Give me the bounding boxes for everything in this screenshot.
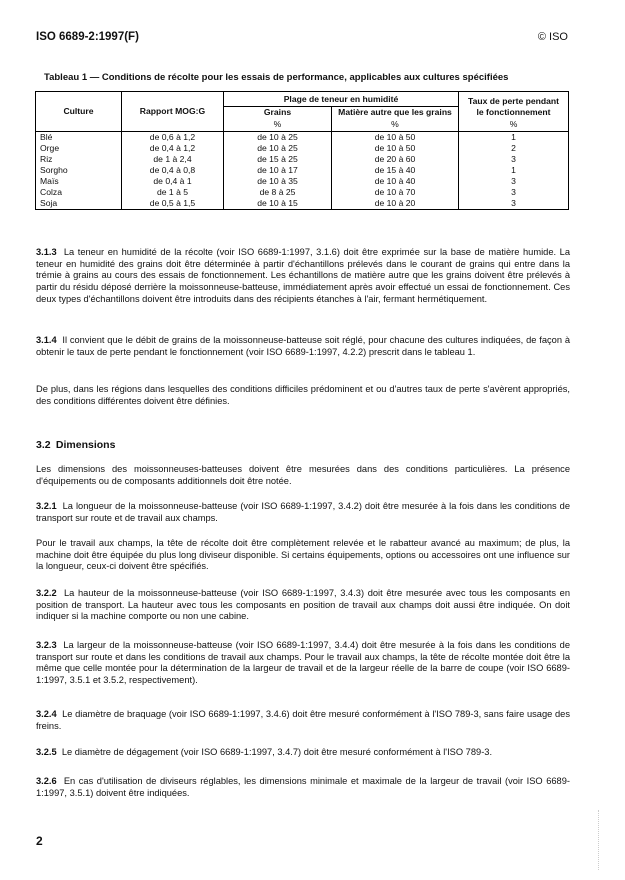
clause-number: 3.1.3: [36, 247, 57, 257]
section-title: Dimensions: [55, 439, 116, 451]
col-header-other-matter: Matière autre que les grains: [332, 107, 459, 119]
paragraph-3-1-4: [36, 335, 570, 358]
cell-loss: 2: [459, 143, 569, 154]
cell-grains: de 10 à 15: [224, 198, 332, 210]
copyright-mark: © ISO: [537, 31, 568, 43]
paragraph-3-2-2: [36, 588, 570, 623]
cell-ratio: de 0,4 à 1: [122, 176, 224, 187]
paragraph-text: La largeur de la moissonneuse-batteuse (voir ISO 6689-1:1997, 3.4.4) doit être mesurée à la fois dans les conditions de transport sur route et dans les conditions de travail aux champs. Pour le travail aux champs, la tête de récolte montée doit être la même que celle montée pour la détermination de la largeur de travail et de la largeur réelle de la barre de coupe (voir ISO 6689-1:1997, 3.5.1 et 3.5.2, respectivement).: [36, 640, 570, 686]
cell-other: de 10 à 50: [332, 132, 459, 144]
cell-culture: Maïs: [36, 176, 122, 187]
paragraph-text: Les dimensions des moissonneuses-batteuses doivent être mesurées dans des conditions particulières. La présence d'équipements ou de composants additionnels doit être notée.: [36, 464, 570, 486]
cell-grains: de 10 à 35: [224, 176, 332, 187]
cell-other: de 10 à 40: [332, 176, 459, 187]
paragraph-3-2-3: [36, 640, 570, 687]
cell-ratio: de 0,4 à 1,2: [122, 143, 224, 154]
clause-number: 3.1.4: [36, 335, 57, 345]
paragraph-text: En cas d'utilisation de diviseurs réglables, les dimensions minimale et maximale de la largeur de travail (voir ISO 6689-1:1997, 3.5.1) doivent être indiquées.: [36, 776, 570, 798]
table-row: [36, 176, 569, 187]
clause-number: 3.2.6: [36, 776, 57, 786]
paragraph-text: Le diamètre de braquage (voir ISO 6689-1:1997, 3.4.6) doit être mesuré conformément à l'ISO 789-3, sans faire usage des freins.: [36, 709, 570, 731]
section-heading-3-2: [36, 439, 115, 451]
col-header-grains: Grains: [224, 107, 332, 119]
cell-loss: 3: [459, 198, 569, 210]
cell-grains: de 8 à 25: [224, 187, 332, 198]
table-title: Tableau 1 — Conditions de récolte pour les essais de performance, applicables aux cultures spécifiées: [44, 72, 509, 83]
paragraph-text: De plus, dans les régions dans lesquelles des conditions difficiles prédominent et ou d'autres taux de perte s'avèrent appropriés, des conditions différentes doivent être définies.: [36, 384, 570, 406]
cell-culture: Soja: [36, 198, 122, 210]
cell-other: de 10 à 50: [332, 143, 459, 154]
unit-other: %: [332, 119, 459, 132]
paragraph-3-2-6: [36, 776, 570, 799]
col-header-loss-rate-line1: Taux de perte pendant: [459, 92, 569, 107]
table-row: [36, 154, 569, 165]
cell-culture: Orge: [36, 143, 122, 154]
paragraph-text: La teneur en humidité de la récolte (voir ISO 6689-1:1997, 3.1.6) doit être exprimée sur la base de matière humide. La teneur en humidité des grains doit être déterminée à partir d'échantillons prélevés dans le courant de grains qui entre dans la trémie à grains au cours des essais de fonctionnement. Les échantillons de matière autre que les grains doivent être prélevés à partir du résidu déposé derrière la moissonneuse-batteuse, immédiatement après avoir effectué un essai de fonctionnement. Ces deux types d'échantillons doivent être introduits dans des récipients étanches à l'air, fermant hermétiquement.: [36, 247, 570, 304]
cell-grains: de 10 à 25: [224, 132, 332, 144]
cell-culture: Colza: [36, 187, 122, 198]
paragraph-text: Pour le travail aux champs, la tête de récolte doit être complètement relevée et le rabatteur avancé au maximum; de plus, la machine doit être équipée du plus long diviseur disponible. Si certains équipements, options ou accessoires ont une influence sur la longueur, ceux-ci doivent être spécifiés.: [36, 538, 570, 572]
cell-loss: 3: [459, 187, 569, 198]
table-row: [36, 198, 569, 210]
cell-grains: de 10 à 25: [224, 143, 332, 154]
cell-loss: 1: [459, 165, 569, 176]
cell-loss: 1: [459, 132, 569, 144]
clause-number: 3.2.1: [36, 501, 57, 511]
cell-ratio: de 0,4 à 0,8: [122, 165, 224, 176]
paragraph-text: La hauteur de la moissonneuse-batteuse (voir ISO 6689-1:1997, 3.4.3) doit être mesurée avec tous les composants en position de transport. La hauteur avec tous les composants en position de travail aux champs doit aussi être indiquée. On doit indiquer si la machine comporte ou non une cabine.: [36, 588, 571, 622]
harvest-conditions-table: [35, 91, 569, 210]
paragraph-text: Il convient que le débit de grains de la moissonneuse-batteuse soit réglé, pour chacune des cultures indiquées, de façon à obtenir le taux de perte pendant le fonctionnement (voir ISO 6689-1:1997, 4.2.2) prescrit dans le tableau 1.: [36, 335, 570, 357]
cell-ratio: de 0,5 à 1,5: [122, 198, 224, 210]
col-header-moisture-range: Plage de teneur en humidité: [224, 92, 459, 107]
cell-ratio: de 0,6 à 1,2: [122, 132, 224, 144]
section-number: 3.2: [36, 439, 51, 451]
margin-mark: [598, 810, 600, 870]
document-id: ISO 6689-2:1997(F): [36, 31, 139, 43]
cell-other: de 20 à 60: [332, 154, 459, 165]
unit-grains: %: [224, 119, 332, 132]
paragraph-text: Le diamètre de dégagement (voir ISO 6689-1:1997, 3.4.7) doit être mesuré conformément à l'ISO 789-3.: [61, 747, 493, 757]
cell-culture: Sorgho: [36, 165, 122, 176]
col-header-culture: Culture: [36, 92, 122, 132]
paragraph-3-2-4: [36, 709, 570, 732]
cell-ratio: de 1 à 2,4: [122, 154, 224, 165]
paragraph-text: La longueur de la moissonneuse-batteuse (voir ISO 6689-1:1997, 3.4.2) doit être mesurée à la fois dans les conditions de transport sur route et de travail aux champs.: [36, 501, 570, 523]
table-row: [36, 165, 569, 176]
cell-other: de 10 à 20: [332, 198, 459, 210]
page-number: 2: [36, 834, 43, 848]
clause-number: 3.2.5: [36, 747, 57, 757]
cell-loss: 3: [459, 154, 569, 165]
cell-grains: de 10 à 17: [224, 165, 332, 176]
cell-ratio: de 1 à 5: [122, 187, 224, 198]
unit-loss: %: [459, 119, 569, 132]
clause-number: 3.2.4: [36, 709, 57, 719]
cell-culture: Blé: [36, 132, 122, 144]
clause-number: 3.2.3: [36, 640, 57, 650]
paragraph-3-2-1-continued: [36, 538, 570, 573]
table-row: [36, 187, 569, 198]
paragraph-3-2-5: [36, 747, 570, 759]
table-row: [36, 143, 569, 154]
table-row: [36, 132, 569, 144]
paragraph-3-2-intro: [36, 464, 570, 487]
cell-grains: de 15 à 25: [224, 154, 332, 165]
cell-loss: 3: [459, 176, 569, 187]
paragraph-3-1-4-continued: [36, 384, 570, 407]
col-header-loss-rate-line2: le fonctionnement: [459, 107, 569, 119]
clause-number: 3.2.2: [36, 588, 57, 598]
paragraph-3-2-1: [36, 501, 570, 524]
paragraph-3-1-3: [36, 247, 570, 306]
cell-culture: Riz: [36, 154, 122, 165]
cell-other: de 10 à 70: [332, 187, 459, 198]
cell-other: de 15 à 40: [332, 165, 459, 176]
col-header-ratio: Rapport MOG:G: [122, 92, 224, 132]
